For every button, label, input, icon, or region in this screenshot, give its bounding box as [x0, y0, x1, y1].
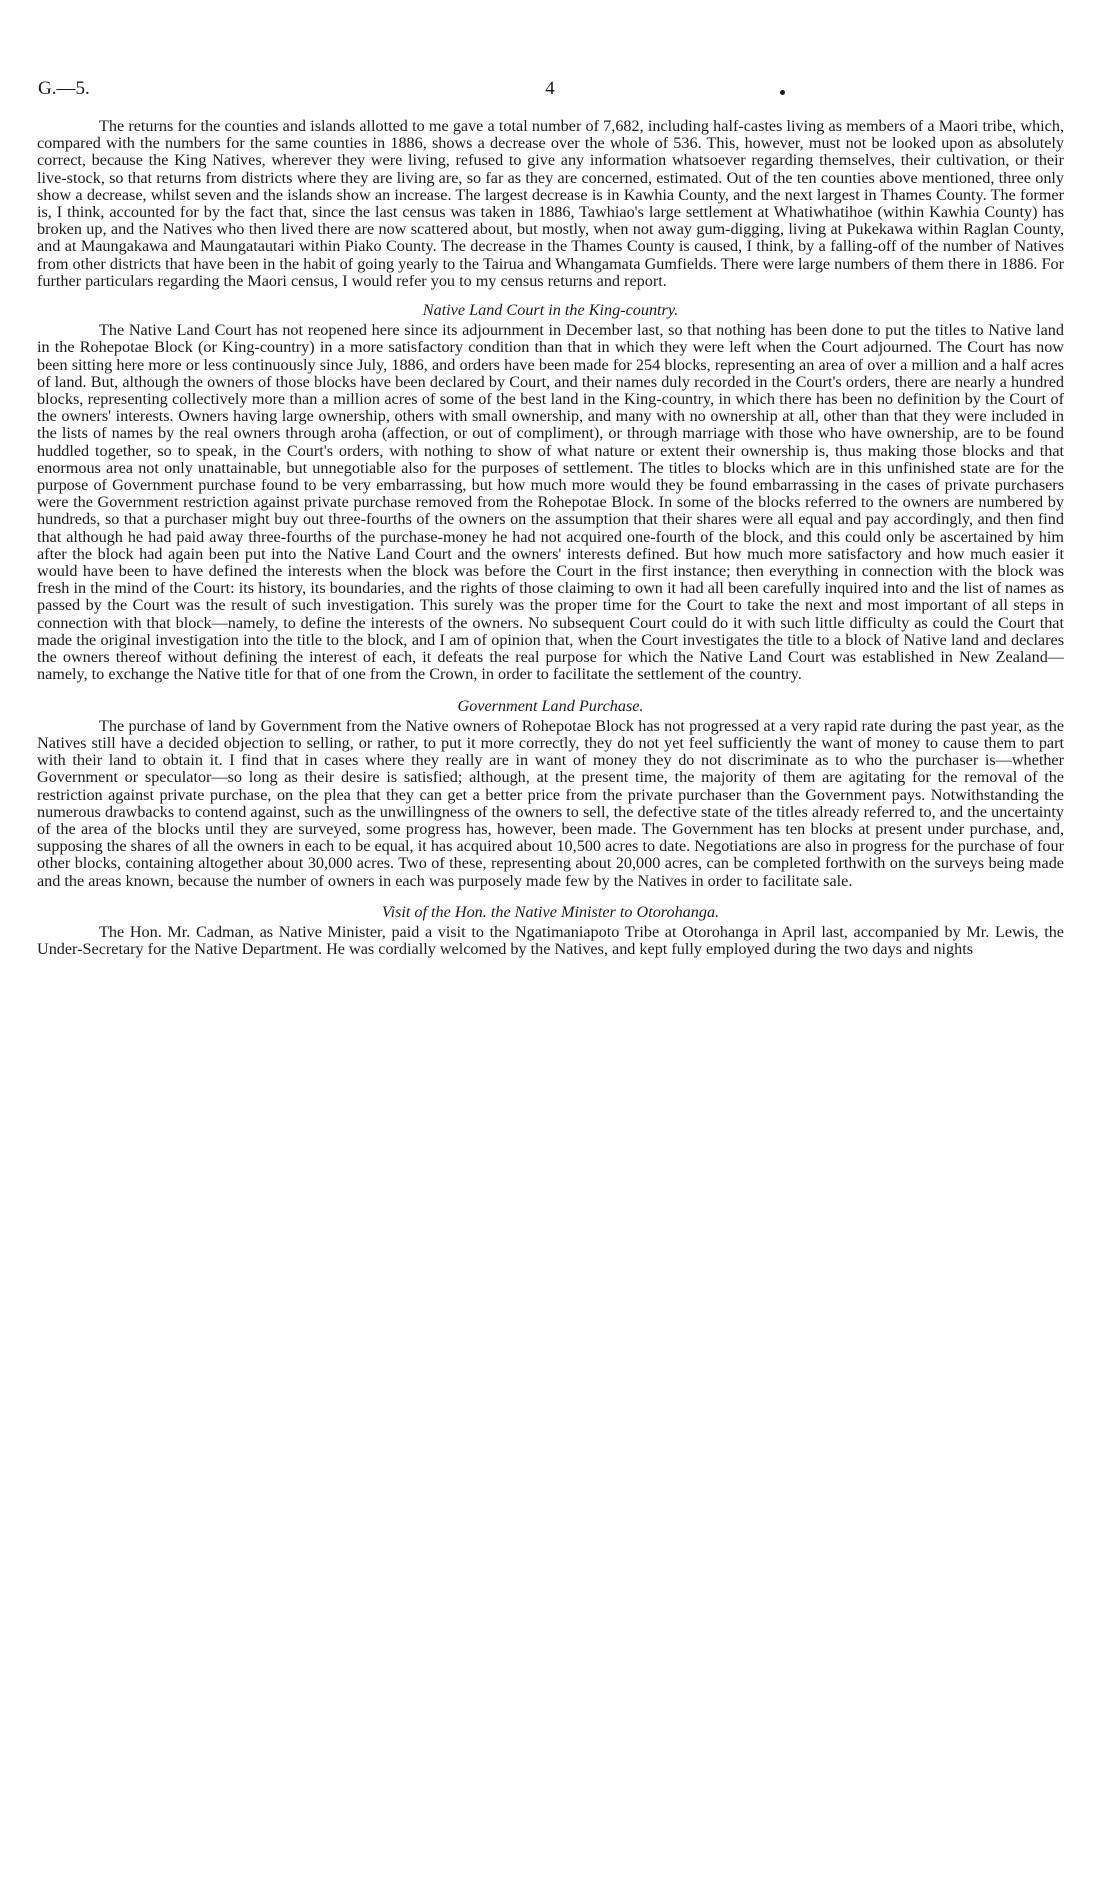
paragraph-census-returns: The returns for the counties and islands allotted to me gave a total number of 7,682, including half-castes living as members of a Maori tribe, which, compared with the numbers for the same counties in 1886, shows a decrease over the whole of 536. This, however, must not be looked upon as absolutely correct, because the King Natives, wherever they were living, refused to give any information whatsoever regarding themselves, their cultivation, or their live-stock, so that returns from districts where they are living are, so far as they are concerned, estimated. Out of the ten counties above mentioned, three only show a decrease, whilst seven and the islands show an increase. The largest decrease is in Kawhia County, and the next largest in Thames County. The former is, I think, accounted for by the fact that, since the last census was taken in 1886, Tawhiao's large settlement at Whatiwhatihoe (within Kawhia County) has broken up, and the Natives who then lived there are now scattered about, but mostly, when not away gum-digging, living at Pukekawa within Raglan County, and at Maungakawa and Maungatautari within Piako County. The decrease in the Thames County is caused, I think, by a falling-off of the number of Natives from other districts that have been in the habit of going yearly to the Tairua and Whangamata Gumfields. There were large numbers of them there in 1886. For further particulars regarding the Maori census, I would refer you to my census returns and report.	[37, 117, 1064, 290]
paragraph-government-land-purchase: The purchase of land by Government from the Native owners of Rohepotae Block has not progressed at a very rapid rate during the past year, as the Natives still have a decided objection to selling, or rather, to put it more correctly, they do not yet feel sufficiently the want of money to cause them to part with their land to obtain it. I find that in cases where they really are in want of money they do not discriminate as to who the purchaser is—whether Government or speculator—so long as their desire is satisfied; although, at the present time, the majority of them are agitating for the removal of the restriction against private purchase, on the plea that they can get a better price from the private purchaser than the Government pays. Notwithstanding the numerous drawbacks to contend against, such as the unwillingness of the owners to sell, the defective state of the titles already referred to, and the uncertainty of the area of the blocks until they are surveyed, some progress has, however, been made. The Government has ten blocks at present under purchase, and, supposing the shares of all the owners in each to be equal, it has acquired about 10,500 acres to date. Negotiations are also in progress for the purchase of four other blocks, containing altogether about 30,000 acres. Two of these, representing about 20,000 acres, can be completed forthwith on the surveys being made and the areas known, because the number of owners in each was purposely made few by the Natives in order to facilitate sale.	[37, 716, 1064, 890]
heading-government-land-purchase: Government Land Purchase.	[457, 696, 644, 715]
paragraph-native-land-court: The Native Land Court has not reopened here since its adjournment in December last, so that nothing has been done to put the titles to Native land in the Rohepotae Block (or King-country) in a more satisfactory condition than that in which they were left when the Court adjourned. The Court has now been sitting here more or less continuously since July, 1886, and orders have been made for 254 blocks, representing an area of over a million and a half acres of land. But, although the owners of those blocks have been declared by Court, and their names duly recorded in the Court's orders, there are nearly a hundred blocks, representing collectively more than a million acres of some of the best land in the King-country, in which there has been no definition by the Court of the owners' interests. Owners having large ownership, others with small ownership, and many with no ownership at all, other than that they were included in the lists of names by the real owners through aroha (affection, or out of compliment), or through marriage with those who have ownership, are to be found huddled together, so to speak, in the Court's orders, with nothing to show of what nature or extent their ownership is, thus making those blocks and that enormous area not only unattainable, but unnegotiable also for the purposes of settlement. The titles to blocks which are in this unfinished state are for the purpose of Government purchase found to be very embarrassing, but how much more would they be found embarrassing in the cases of private purchasers were the Government restriction against private purchase removed from the Rohepotae Block. In some of the blocks referred to the owners are numbered by hundreds, so that a purchaser might buy out three-fourths of the owners on the assumption that their shares were all equal and pay accordingly, and then find that although he had paid away three-fourths of the purchase-money he had not acquired one-fourth of the block, and this could only be ascertained by him after the block had again been put into the Native Land Court and the owners' interests defined. But how much more satisfactory and how much easier it would have been to have defined the interests when the block was before the Court in the first instance; then everything in connection with the block was fresh in the mind of the Court: its history, its boundaries, and the rights of those claiming to own it had all been carefully inquired into and the list of names as passed by the Court was the result of such investigation. This surely was the proper time for the Court to take the next and most important of all steps in connection with that block—namely, to define the interests of the owners. No subsequent Court could do it with such little difficulty as could the Court that made the original investigation into the title to the block, and I am of opinion that, when the Court investigates the title to a block of Native land and declares the owners thereof without defining the interest of each, it defeats the real purpose for which the Native Land Court was established in New Zealand—namely, to exchange the Native title for that of one from the Crown, in order to facilitate the settlement of the country.	[37, 321, 1064, 684]
document-reference: G.—5.	[38, 78, 90, 99]
heading-native-land-court: Native Land Court in the King-country.	[422, 301, 679, 320]
report-body	[37, 118, 1064, 958]
header-dot	[780, 90, 785, 95]
paragraph-native-minister-visit: The Hon. Mr. Cadman, as Native Minister, paid a visit to the Ngatimaniapoto Tribe at Otorohanga in April last, accompanied by Mr. Lewis, the Under-Secretary for the Native Department. He was cordially welcomed by the Natives, and kept fully employed during the two days and nights	[37, 922, 1064, 959]
page-header	[38, 78, 1062, 108]
page-number: 4	[545, 78, 555, 99]
heading-native-minister-visit: Visit of the Hon. the Native Minister to Otorohanga.	[381, 902, 720, 921]
